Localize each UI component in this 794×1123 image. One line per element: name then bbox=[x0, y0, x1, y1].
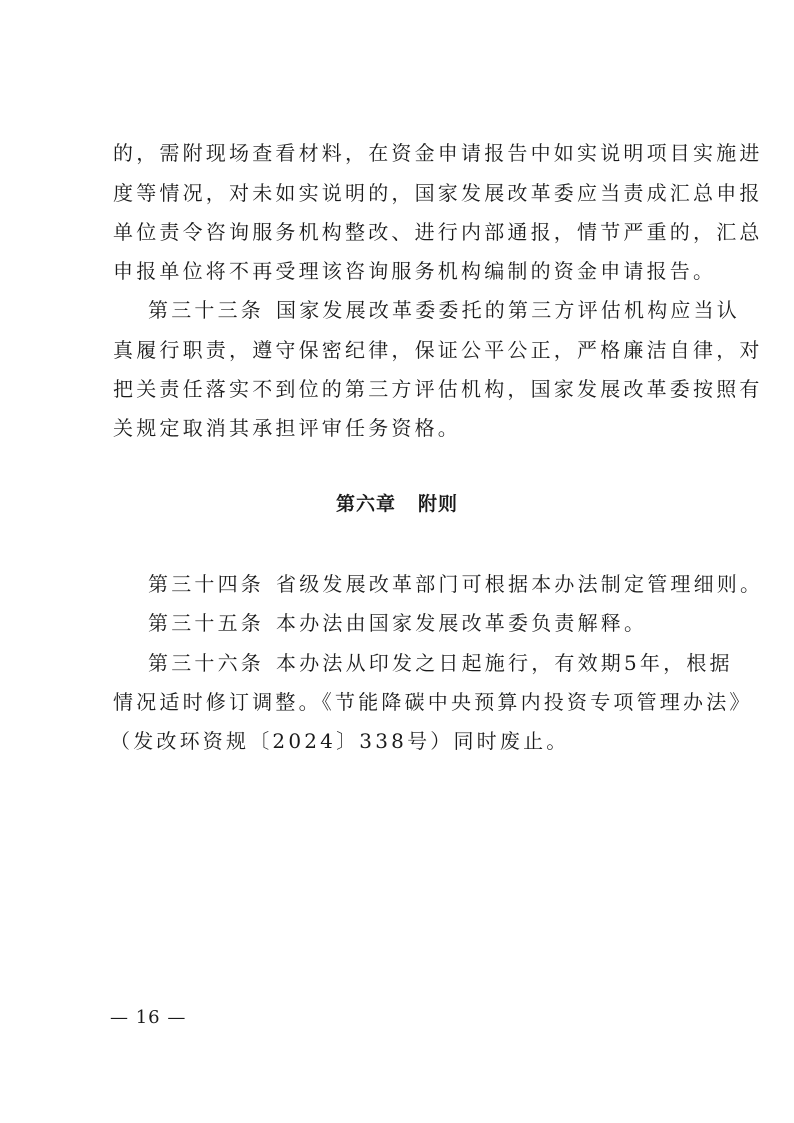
article-36-text: 本办法从印发之日起施行，有效期5年，根据 bbox=[276, 651, 733, 675]
paragraph-line: 申报单位将不再受理该咨询服务机构编制的资金申请报告。 bbox=[113, 259, 717, 283]
article-34 bbox=[148, 572, 763, 596]
chapter-number: 第六章 bbox=[335, 493, 396, 515]
chapter-heading bbox=[0, 492, 794, 516]
article-33-line: 把关责任落实不到位的第三方评估机构，国家发展改革委按照有 bbox=[113, 377, 763, 401]
article-36-line: （发改环资规〔2024〕338号）同时废止。 bbox=[110, 729, 570, 753]
article-33-line: 关规定取消其承担评审任务资格。 bbox=[113, 416, 461, 440]
article-33-line: 真履行职责，遵守保密纪律，保证公平公正，严格廉洁自律，对 bbox=[113, 338, 763, 362]
article-35-text: 本办法由国家发展改革委负责解释。 bbox=[276, 611, 648, 635]
article-36-first-line bbox=[148, 651, 733, 675]
article-35-number: 第三十五条 bbox=[148, 611, 264, 635]
article-35 bbox=[148, 611, 647, 635]
article-36-line: 情况适时修订调整。《节能降碳中央预算内投资专项管理办法》 bbox=[113, 690, 753, 714]
article-33-number: 第三十三条 bbox=[148, 298, 264, 322]
article-34-text: 省级发展改革部门可根据本办法制定管理细则。 bbox=[276, 572, 764, 596]
paragraph-line: 度等情况，对未如实说明的，国家发展改革委应当责成汇总申报 bbox=[113, 181, 763, 205]
paragraph-line: 的，需附现场查看材料，在资金申请报告中如实说明项目实施进 bbox=[113, 141, 763, 165]
page-number: — 16 — bbox=[110, 1007, 187, 1028]
article-36-number: 第三十六条 bbox=[148, 651, 264, 675]
article-33-text: 国家发展改革委委托的第三方评估机构应当认 bbox=[276, 298, 740, 322]
article-33-first-line bbox=[148, 298, 740, 322]
chapter-title: 附则 bbox=[418, 493, 459, 515]
article-34-number: 第三十四条 bbox=[148, 572, 264, 596]
paragraph-line: 单位责令咨询服务机构整改、进行内部通报，情节严重的，汇总 bbox=[113, 220, 763, 244]
